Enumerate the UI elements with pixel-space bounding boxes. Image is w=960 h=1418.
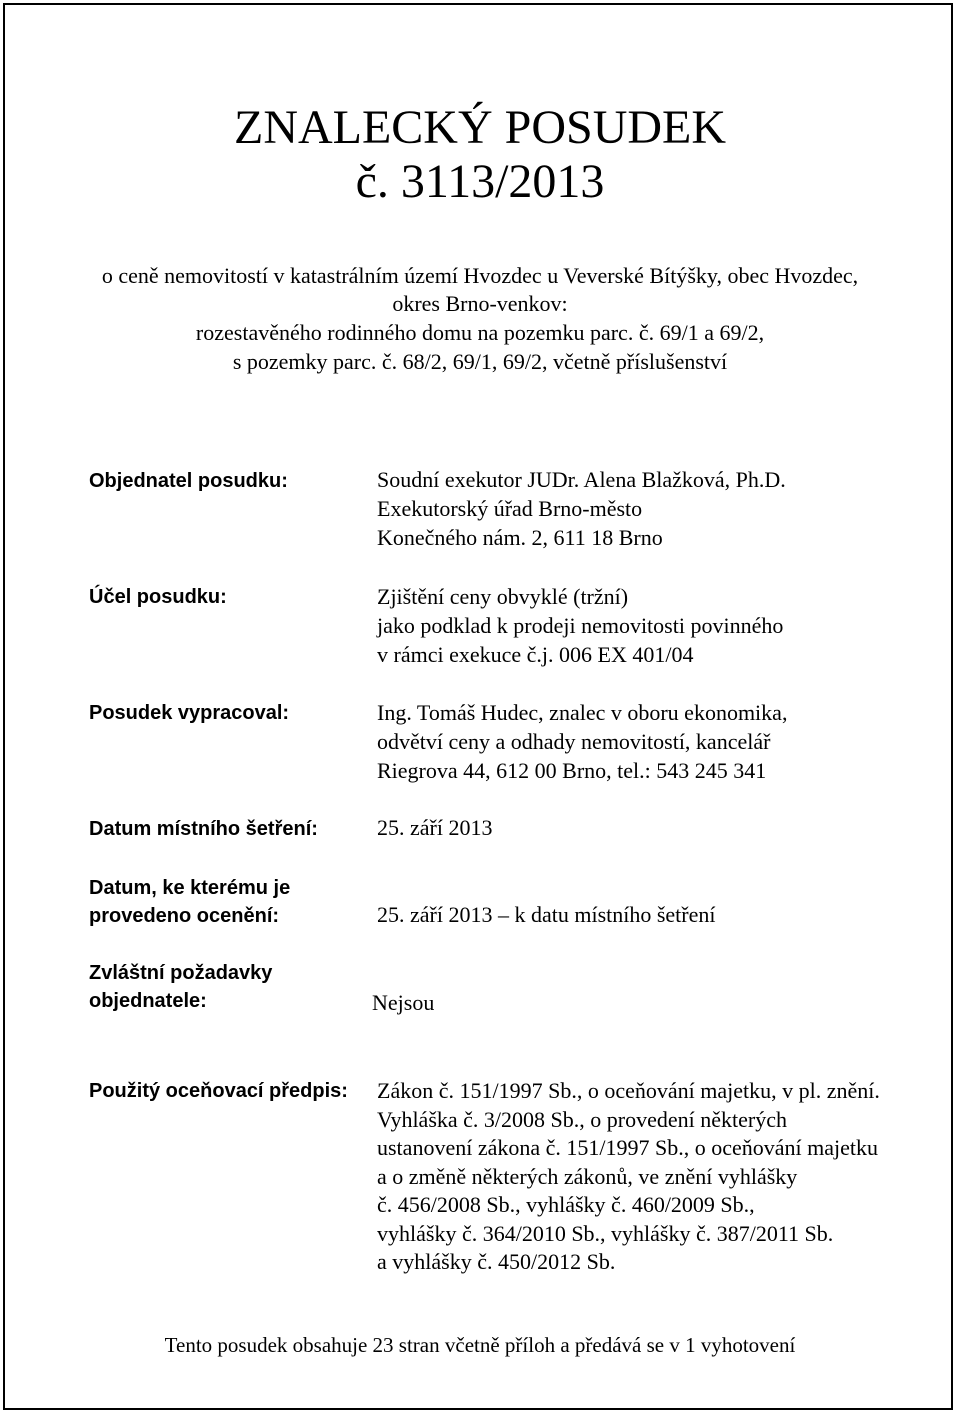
subtitle-line-4: s pozemky parc. č. 68/2, 69/1, 69/2, včetně příslušenství [232, 349, 728, 374]
vypracoval-line-2: odvětví ceny a odhady nemovitostí, kancelář [377, 729, 771, 754]
subtitle-line-2: okres Brno-venkov: [392, 291, 568, 316]
subtitle-line-1: o ceně nemovitostí v katastrálním území Hvozdec u Veverské Bítýšky, obec Hvozdec, [101, 263, 859, 288]
objednatel-line-2: Exekutorský úřad Brno-město [377, 496, 643, 521]
objednatel-label: Objednatel posudku: [89, 470, 288, 492]
pozadavky-label-1: Zvláštní požadavky [89, 962, 273, 984]
predpis-line: a o změně některých zákonů, ve znění vyhlášky [377, 1164, 798, 1189]
ucel-label: Účel posudku: [89, 586, 227, 608]
predpis-label: Použitý oceňovací předpis: [89, 1080, 348, 1102]
objednatel-line-1: Soudní exekutor JUDr. Alena Blažková, Ph.D. [377, 467, 786, 492]
ucel-line-1: Zjištění ceny obvyklé (tržní) [377, 584, 629, 609]
subtitle-line-3: rozestavěného rodinného domu na pozemku parc. č. 69/1 a 69/2, [195, 320, 765, 345]
ucel-line-3: v rámci exekuce č.j. 006 EX 401/04 [377, 642, 694, 667]
datum-setreni-label: Datum místního šetření: [89, 818, 318, 840]
predpis-line: Zákon č. 151/1997 Sb., o oceňování majetku, v pl. znění. [377, 1078, 880, 1103]
pozadavky-value: Nejsou [372, 990, 435, 1015]
objednatel-line-3: Konečného nám. 2, 611 18 Brno [377, 525, 663, 550]
document-title: ZNALECKÝ POSUDEK [234, 101, 726, 154]
datum-oceneni-value: 25. září 2013 – k datu místního šetření [377, 902, 716, 927]
predpis-line: ustanovení zákona č. 151/1997 Sb., o oceňování majetku [377, 1135, 878, 1160]
predpis-line: Vyhláška č. 3/2008 Sb., o provedení některých [377, 1107, 787, 1132]
datum-oceneni-label-1: Datum, ke kterému je [89, 877, 291, 899]
datum-setreni-value: 25. září 2013 [377, 815, 493, 840]
pozadavky-label-2: objednatele: [89, 990, 207, 1012]
ucel-line-2: jako podklad k prodeji nemovitosti povinného [377, 613, 784, 638]
document-number: č. 3113/2013 [355, 155, 605, 208]
predpis-line: a vyhlášky č. 450/2012 Sb. [377, 1249, 616, 1274]
vypracoval-label: Posudek vypracoval: [89, 702, 290, 724]
vypracoval-line-1: Ing. Tomáš Hudec, znalec v oboru ekonomika, [377, 700, 788, 725]
predpis-line: č. 456/2008 Sb., vyhlášky č. 460/2009 Sb., [377, 1192, 755, 1217]
datum-oceneni-label-2: provedeno ocenění: [89, 905, 280, 927]
vypracoval-line-3: Riegrova 44, 612 00 Brno, tel.: 543 245 341 [377, 758, 767, 783]
predpis-line: vyhlášky č. 364/2010 Sb., vyhlášky č. 387/2011 Sb. [377, 1221, 834, 1246]
footer-note: Tento posudek obsahuje 23 stran včetně příloh a předává se v 1 vyhotovení [164, 1333, 796, 1357]
